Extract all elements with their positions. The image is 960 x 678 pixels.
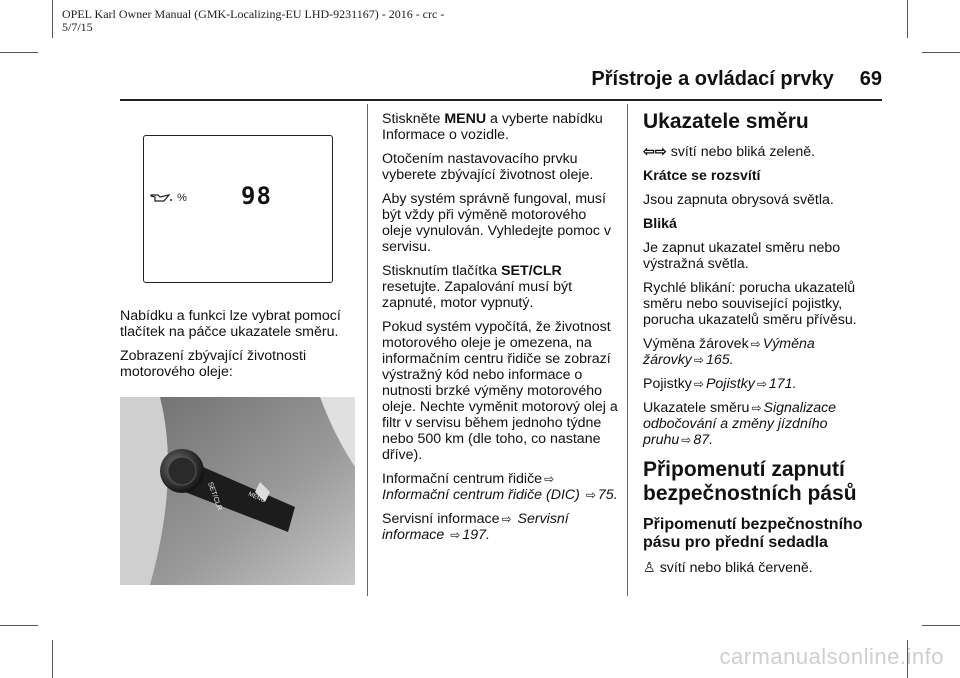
turn-signal-lever-photo (120, 397, 355, 585)
photo-label-set: SET/CLR (206, 481, 223, 512)
ref-arrow-icon: ⇨ (750, 337, 761, 351)
page-ref[interactable]: 75 (597, 487, 614, 503)
set-clr-button-ref: SET/CLR (501, 263, 562, 279)
meta-line-2: 5/7/15 (62, 20, 93, 34)
page-arrow-icon: ⇨ (693, 353, 704, 367)
heading-seat-belt-reminder: Připomenutí zapnutí bezpečnostních pásů (643, 458, 857, 505)
crop-mark (52, 640, 53, 678)
crop-mark (907, 0, 908, 38)
text: svítí nebo bliká zeleně. (670, 144, 816, 160)
page-ref[interactable]: 165 (705, 352, 730, 368)
section-title: Přístroje a ovládací prvky (591, 68, 834, 90)
cross-reference[interactable]: Výměna žárovek ⇨ Výměna žárovky ⇨ 165. (643, 336, 815, 368)
header-rule (120, 99, 882, 101)
ref-arrow-icon: ⇨ (693, 377, 704, 391)
ref-arrow-icon: ⇨ (544, 472, 555, 486)
cross-reference[interactable]: Servisní informace ⇨ Servisní informace ⇨ 197. (382, 511, 569, 543)
reference-link[interactable]: Výměna žárovky (643, 336, 815, 368)
crop-mark (922, 52, 960, 53)
oil-can-icon (150, 192, 187, 204)
document-meta (62, 8, 444, 34)
heading-turn-signals: Ukazatele směru (643, 110, 809, 133)
cross-reference[interactable]: Ukazatele směru ⇨ Signalizace odbočování a změny jízdního pruhu ⇨ 87. (643, 400, 837, 448)
turn-signal-icon: ⇦⇨ (643, 144, 667, 160)
paragraph: Je zapnut ukazatel směru nebo výstražná světla. (643, 240, 841, 272)
reference-link[interactable]: Pojistky (705, 376, 755, 392)
text: Pojistky (643, 376, 692, 392)
page-number: 69 (859, 68, 882, 90)
text: svítí nebo bliká červeně. (659, 560, 813, 576)
paragraph: Otočením nastavovacího prvku vyberete zbývající životnost oleje. (382, 151, 594, 183)
paragraph: Pokud systém vypočítá, že životnost motorového oleje je omezena, na informačním centru řidiče se zobrazí výstražný kód nebo informace o nutnosti brzké výměny motorového oleje. Nechte vyměnit motorový olej a filtr v servisu během jednoho týdne nebo 500 km (dle toho, co nastane dříve). (382, 319, 618, 463)
subheading: Krátce se rozsvítí (643, 168, 761, 184)
text: Výměna žárovek (643, 336, 749, 352)
reference-link[interactable]: Servisní informace (382, 511, 569, 543)
paragraph: Aby systém správně fungoval, musí být vždy při výměně motorového oleje vynulován. Vyhledejte pomoc v servisu. (382, 191, 611, 255)
reference-link[interactable]: Informační centrum řidiče (DIC) (382, 487, 580, 503)
text: Stisknutím tlačítka (382, 263, 502, 279)
text: a vyberte nabídku Informace o vozidle. (382, 111, 603, 143)
paragraph: Nabídku a funkci lze vybrat pomocí tlačítek na páčce ukazatele směru. (120, 308, 341, 340)
text: Stiskněte (382, 111, 445, 127)
subheading-front-seats: Připomenutí bezpečnostního pásu pro přední sedadla (643, 516, 863, 551)
paragraph: Jsou zapnuta obrysová světla. (643, 192, 834, 208)
photo-label-menu: MENU (247, 491, 266, 505)
page-header (591, 68, 882, 91)
crop-mark (922, 625, 960, 626)
page-arrow-icon: ⇨ (450, 528, 461, 542)
paragraph (643, 560, 883, 576)
oil-life-value: 98 (241, 182, 272, 210)
crop-mark (0, 52, 38, 53)
paragraph (382, 111, 620, 143)
watermark: carmanualsonline.info (719, 644, 944, 669)
reference-link[interactable]: Signalizace odbočování a změny jízdního pruhu (643, 400, 837, 448)
text: Ukazatele směru (643, 400, 750, 416)
page-ref[interactable]: 197 (462, 527, 486, 543)
column-3 (643, 110, 883, 584)
paragraph: Zobrazení zbývající životnosti motorového oleje: (120, 348, 307, 380)
paragraph: Rychlé blikání: porucha ukazatelů směru nebo související pojistky, porucha ukazatelů směru přívěsu. (643, 280, 857, 328)
column-divider (367, 104, 368, 596)
paragraph (643, 144, 883, 160)
meta-line-1: OPEL Karl Owner Manual (GMK-Localizing-EU LHD-9231167) - 2016 - crc - (62, 7, 445, 21)
paragraph (382, 263, 620, 311)
page-arrow-icon: ⇨ (756, 377, 767, 391)
crop-mark (52, 0, 53, 38)
column-2 (382, 111, 620, 551)
menu-button-ref: MENU (444, 111, 487, 127)
text: resetujte. Zapalování musí být zapnuté, motor vypnutý. (382, 279, 573, 311)
page-ref[interactable]: 171 (768, 376, 793, 392)
subheading: Bliká (643, 216, 677, 232)
column-1 (120, 308, 356, 388)
crop-mark (0, 625, 38, 626)
ref-arrow-icon: ⇨ (501, 512, 512, 526)
oil-life-display-illustration (143, 135, 333, 283)
cross-reference[interactable]: Pojistky ⇨ Pojistky ⇨ 171. (643, 376, 797, 392)
oil-percent-label: % (177, 192, 187, 204)
page-arrow-icon: ⇨ (585, 488, 596, 502)
seat-belt-icon: ♙ (643, 560, 656, 576)
ref-arrow-icon: ⇨ (751, 401, 762, 415)
text: Servisní informace (382, 511, 500, 527)
text: Informační centrum řidiče (382, 471, 543, 487)
page-ref[interactable]: 87 (693, 432, 710, 448)
column-divider (627, 104, 628, 596)
cross-reference[interactable]: Informační centrum řidiče ⇨ Informační centrum řidiče (DIC) ⇨ 75. (382, 471, 618, 503)
page-arrow-icon: ⇨ (681, 433, 692, 447)
